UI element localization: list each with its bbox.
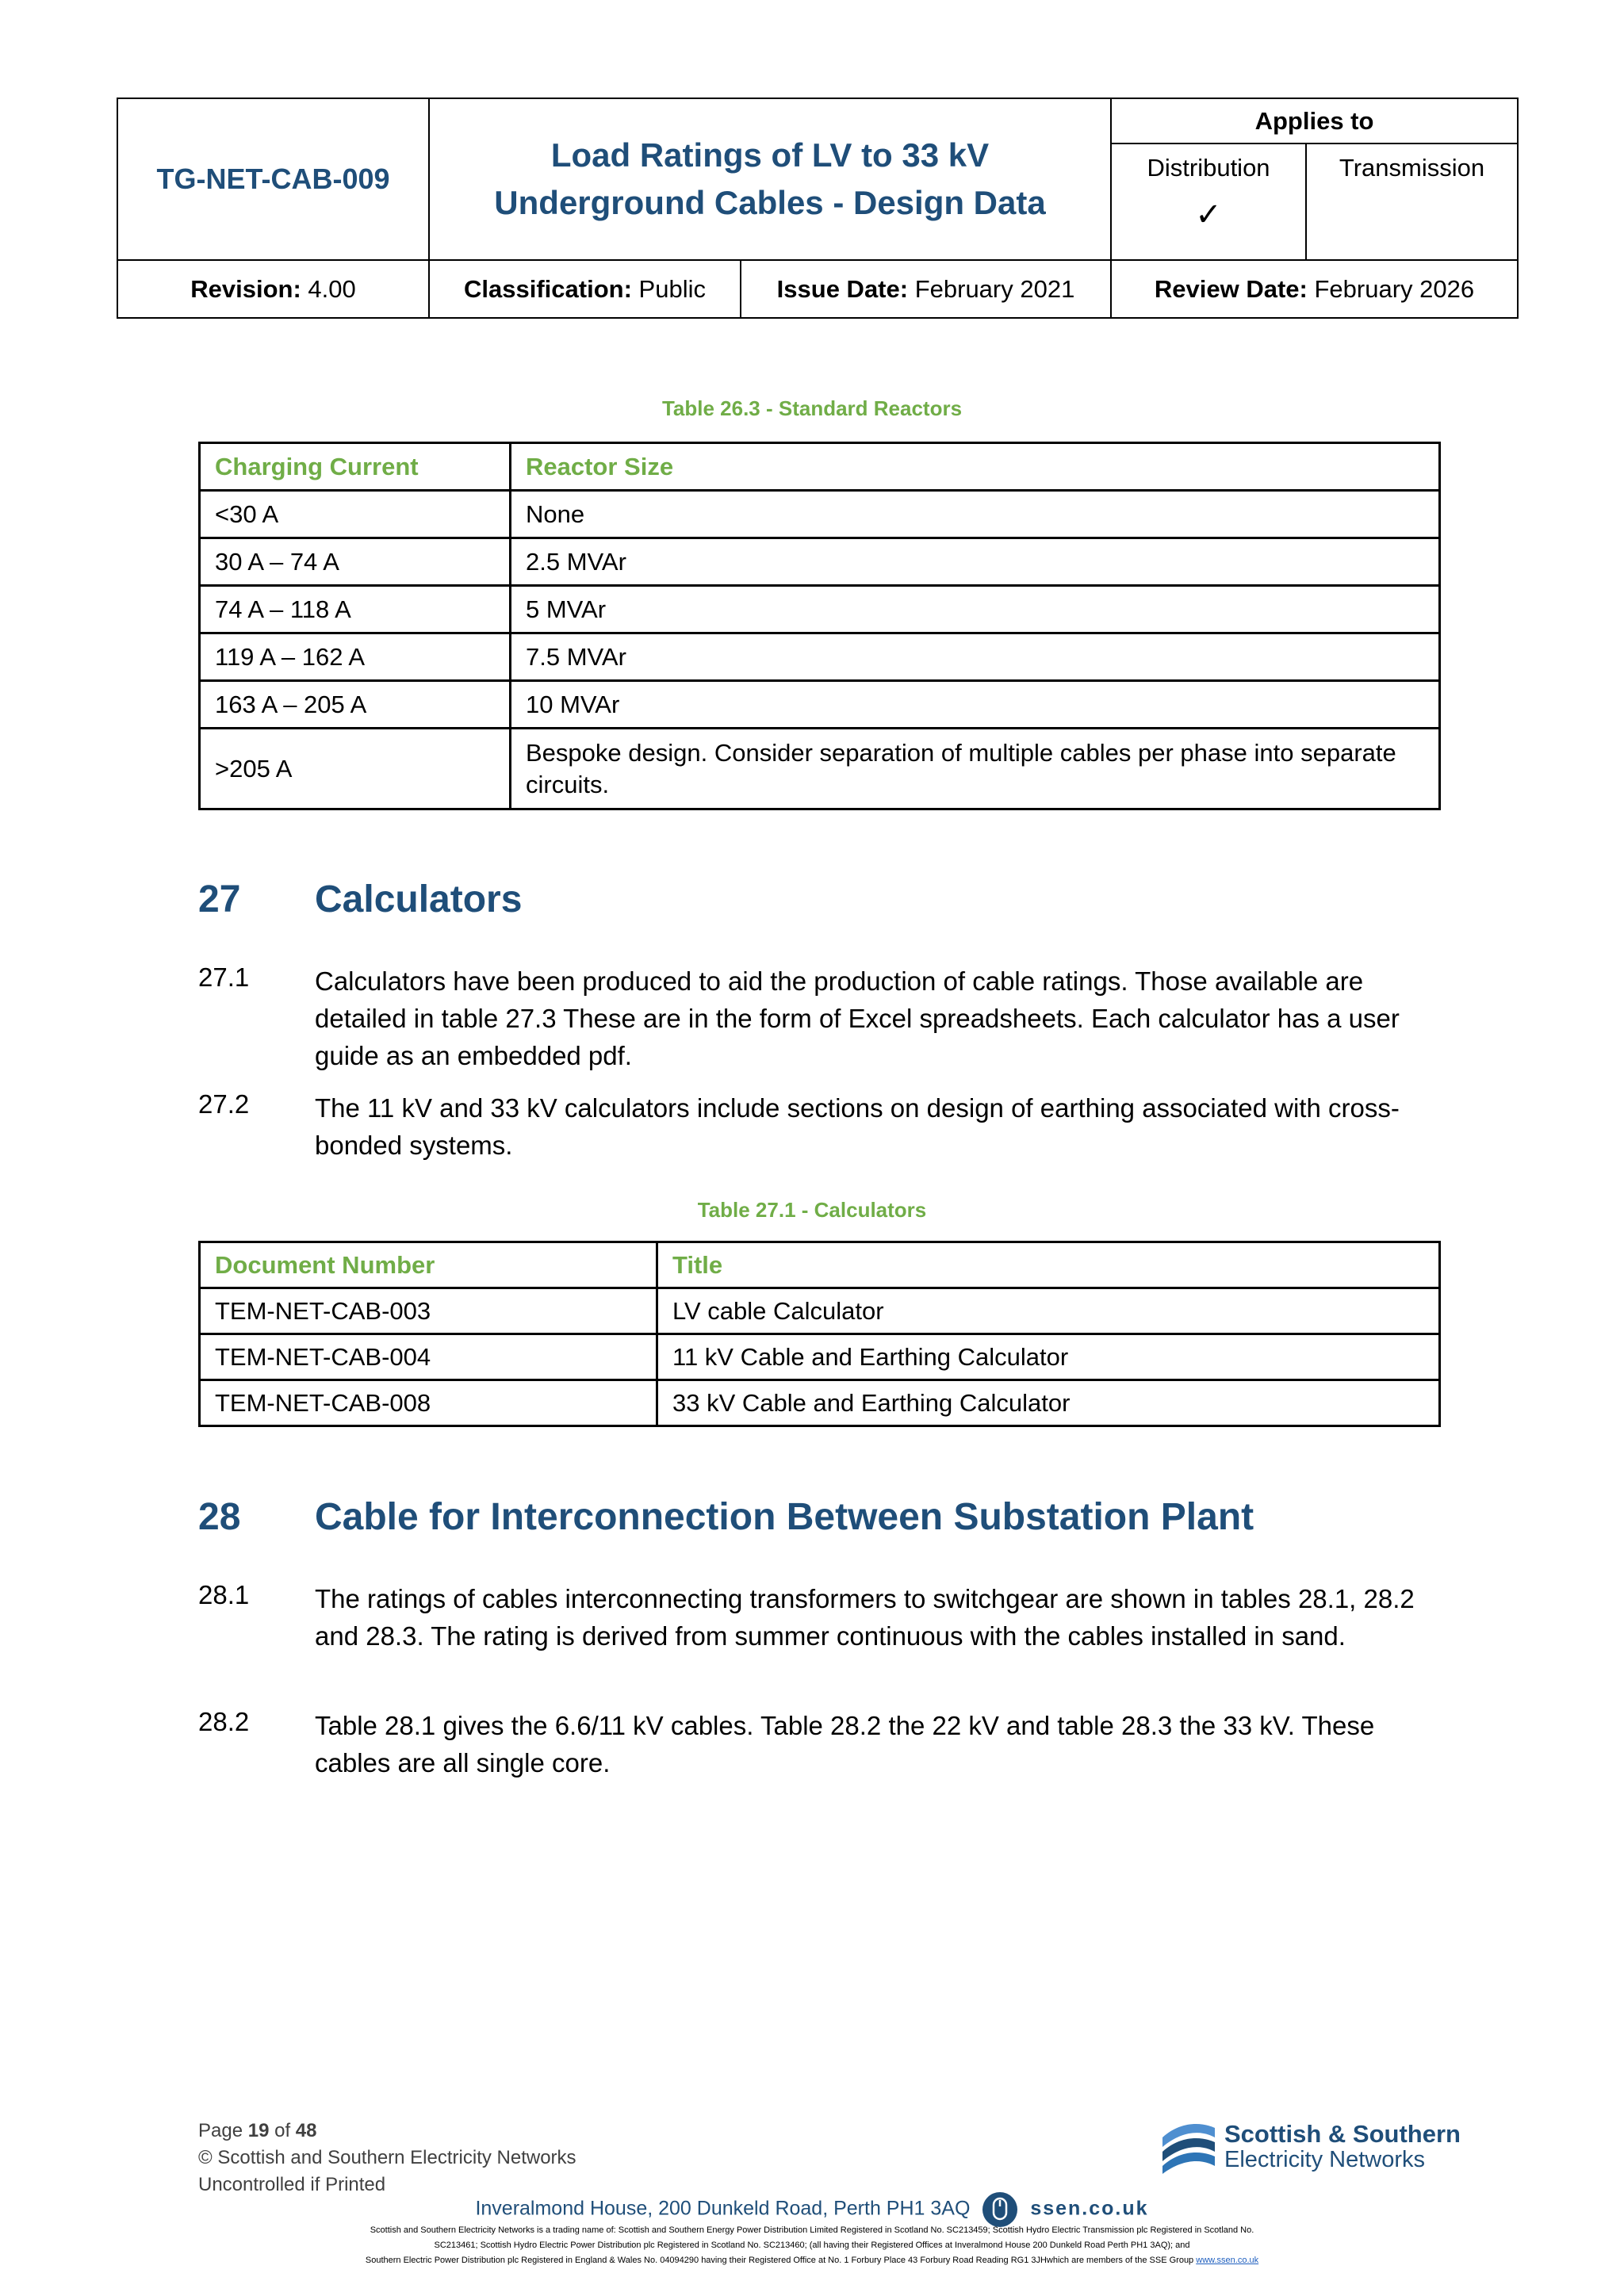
legal-line-1: Scottish and Southern Electricity Networks is a trading name of: Scottish and Southern Energy Power Distribution Limited Registered in Scotland No. SC213459; Scottish Hydro Electric Transmission plc Registered in Scotland No. — [370, 2225, 1254, 2235]
revision-value: 4.00 — [308, 274, 356, 303]
legal-line-2: SC213461; Scottish Hydro Electric Power Distribution plc Registered in Scotland No. SC213460; (all having their Registered Offices at Inveralmond House 200 Dunkeld Road Perth PH1 3AQ); and — [434, 2241, 1190, 2250]
document-number-cell: TEM-NET-CAB-003 — [200, 1288, 657, 1334]
reactor-size-cell: 7.5 MVAr — [511, 633, 1440, 681]
title-cell: 11 kV Cable and Earthing Calculator — [657, 1334, 1440, 1380]
table-row — [200, 491, 1440, 538]
website-link[interactable]: www.ssen.co.uk — [1196, 2256, 1259, 2265]
page-footer-info — [198, 2118, 576, 2198]
table-row — [200, 1288, 1440, 1334]
paragraph-28-2-text: Table 28.1 gives the 6.6/11 kV cables. Table 28.2 the 22 kV and table 28.3 the 33 kV. These cables are all single core. — [315, 1711, 1375, 1777]
paragraph-28-1-text: The ratings of cables interconnecting transformers to switchgear are shown in tables 28.1, 28.2 and 28.3. The rating is derived from summer continuous with the cables installed in sand. — [315, 1584, 1415, 1651]
revision — [117, 260, 429, 318]
ssen-logo-icon — [1159, 2120, 1216, 2174]
page-number — [198, 2118, 576, 2145]
table-row — [200, 538, 1440, 586]
paragraph-28-1-number: 28.1 — [198, 1580, 250, 1609]
title-cell: 33 kV Cable and Earthing Calculator — [657, 1380, 1440, 1426]
transmission-label: Transmission — [1339, 154, 1485, 182]
issue-date — [741, 260, 1111, 318]
distribution-label: Distribution — [1147, 154, 1270, 182]
charging-current-cell: 30 A – 74 A — [200, 538, 511, 586]
ssen-logo — [1159, 2117, 1461, 2180]
table-27-1-caption: Table 27.1 - Calculators — [697, 1198, 927, 1222]
charging-current-cell: 119 A – 162 A — [200, 633, 511, 681]
table-row — [200, 633, 1440, 681]
page-word: Page — [198, 2120, 243, 2141]
legal-line-3 — [262, 2253, 1362, 2268]
reactor-size-cell: 10 MVAr — [511, 681, 1440, 729]
logo-line-2: Electricity Networks — [1224, 2147, 1425, 2172]
table-row — [200, 729, 1440, 809]
page-of: of — [274, 2120, 291, 2141]
copyright-notice: © Scottish and Southern Electricity Networks — [198, 2147, 576, 2168]
reactor-size-cell: Bespoke design. Consider separation of multiple cables per phase into separate circuits. — [511, 729, 1440, 809]
section-28-number: 28 — [198, 1496, 241, 1538]
document-number-cell: TEM-NET-CAB-004 — [200, 1334, 657, 1380]
standard-reactors-table — [198, 442, 1441, 810]
title-cell: LV cable Calculator — [657, 1288, 1440, 1334]
charging-current-cell: <30 A — [200, 491, 511, 538]
legal-line-3-text: Southern Electric Power Distribution plc Registered in England & Wales No. 04094290 having their Registered Office at No. 1 Forbury Place 43 Forbury Road Reading RG1 3JHwhich are members of the SSE Group — [365, 2256, 1194, 2265]
issue-date-label: Issue Date: — [776, 274, 909, 303]
revision-label: Revision: — [190, 274, 301, 303]
review-date — [1111, 260, 1518, 318]
page-total: 48 — [295, 2120, 317, 2141]
charging-current-cell: 74 A – 118 A — [200, 586, 511, 633]
page-current: 19 — [247, 2120, 270, 2141]
legal-notice — [262, 2223, 1362, 2268]
paragraph-27-2-number: 27.2 — [198, 1089, 250, 1119]
reactor-size-cell: None — [511, 491, 1440, 538]
paragraph-27-2-text: The 11 kV and 33 kV calculators include sections on design of earthing associated with cross-bonded systems. — [315, 1093, 1400, 1160]
table-header-cell: Reactor Size — [511, 443, 1440, 491]
paragraph-27-1-text: Calculators have been produced to aid the production of cable ratings. Those available are detailed in table 27.3 These are in the form of Excel spreadsheets. Each calculator has a user guide as an embedded pdf. — [315, 966, 1400, 1070]
table-row — [200, 1380, 1440, 1426]
classification-label: Classification: — [464, 274, 632, 303]
table-row — [200, 586, 1440, 633]
section-28-title: Cable for Interconnection Between Substation Plant — [315, 1496, 1254, 1538]
charging-current-cell: >205 A — [200, 729, 511, 809]
company-address: Inveralmond House, 200 Dunkeld Road, Perth PH1 3AQ — [475, 2197, 971, 2220]
table-header-cell: Document Number — [200, 1242, 657, 1288]
issue-date-value: February 2021 — [914, 274, 1075, 303]
document-header — [117, 98, 1519, 319]
document-title-line-2: Underground Cables - Design Data — [494, 184, 1046, 221]
paragraph-27-1-number: 27.1 — [198, 962, 250, 992]
review-date-value: February 2026 — [1314, 274, 1475, 303]
document-title — [429, 98, 1111, 260]
table-row — [200, 681, 1440, 729]
logo-line-1: Scottish & Southern — [1224, 2120, 1461, 2148]
calculators-table — [198, 1241, 1441, 1427]
document-number-cell: TEM-NET-CAB-008 — [200, 1380, 657, 1426]
reactor-size-cell: 5 MVAr — [511, 586, 1440, 633]
distribution-cell — [1111, 144, 1306, 260]
transmission-cell — [1306, 144, 1518, 260]
classification-value: Public — [638, 274, 706, 303]
table-header-cell: Charging Current — [200, 443, 511, 491]
table-26-3-caption: Table 26.3 - Standard Reactors — [661, 396, 963, 420]
section-27-number: 27 — [198, 878, 241, 920]
classification — [429, 260, 741, 318]
website[interactable]: ssen.co.uk — [1030, 2197, 1149, 2220]
reactor-size-cell: 2.5 MVAr — [511, 538, 1440, 586]
uncontrolled-notice: Uncontrolled if Printed — [198, 2174, 386, 2195]
applies-to-label: Applies to — [1111, 98, 1518, 144]
document-title-line-1: Load Ratings of LV to 33 kV — [550, 136, 990, 174]
document-id: TG-NET-CAB-009 — [117, 98, 429, 260]
table-row — [200, 1334, 1440, 1380]
paragraph-28-2-number: 28.2 — [198, 1707, 250, 1736]
charging-current-cell: 163 A – 205 A — [200, 681, 511, 729]
table-header-cell: Title — [657, 1242, 1440, 1288]
section-27-title: Calculators — [315, 878, 523, 920]
review-date-label: Review Date: — [1154, 274, 1308, 303]
checkmark-icon: ✓ — [1195, 197, 1222, 232]
